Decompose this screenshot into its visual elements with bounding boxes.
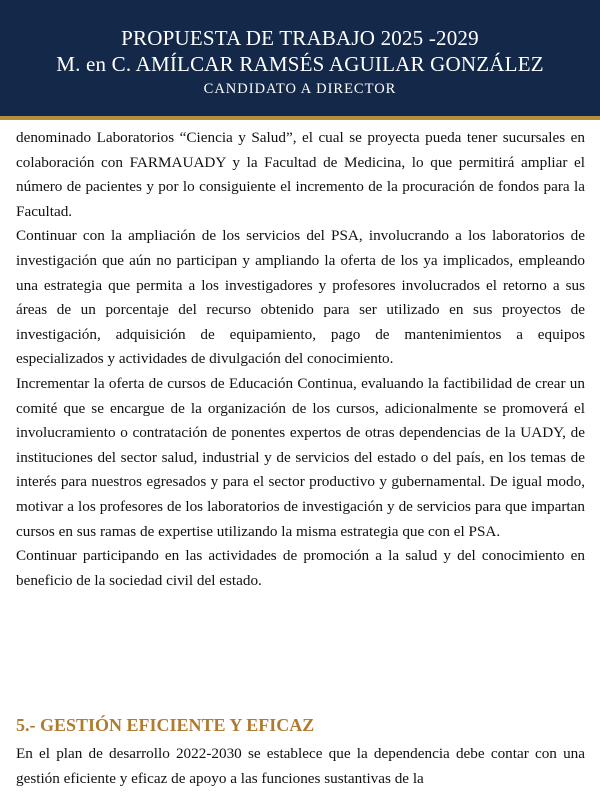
header-title: PROPUESTA DE TRABAJO 2025 -2029	[121, 26, 479, 50]
header-candidate-name: M. en C. AMÍLCAR RAMSÉS AGUILAR GONZÁLEZ	[56, 52, 544, 76]
paragraph-promocion-salud: Continuar participando en las actividades de promoción a la salud y del conocimiento en beneficio de la sociedad civil del estado.	[16, 547, 585, 589]
paragraph-psa: Continuar con la ampliación de los servicios del PSA, involucrando a los laboratorios de investigación que aún no participan y ampliando la oferta de los ya implicados, empleando una estrategia que permita a los investigadores y profesores involucrados el retorno a sus áreas de un porcentaje del recurso obtenido para ser utilizado en sus proyectos de investigación, adquisición de equipamiento, pago de mantenimientos a equipos especializados y actividades de divulgación del conocimiento.	[16, 227, 585, 368]
body-text	[16, 126, 585, 593]
section-body	[16, 742, 585, 791]
document-header	[0, 0, 600, 120]
header-role: CANDIDATO A DIRECTOR	[203, 81, 397, 97]
paragraph-laboratorios: denominado Laboratorios “Ciencia y Salud”, el cual se proyecta pueda tener sucursales en colaboración con FARMAUADY y la Facultad de Medicina, lo que permitirá ampliar el número de pacientes y por lo consiguiente el incremento de la procuración de fondos para la Facultad.	[16, 129, 585, 220]
section-heading: 5.- GESTIÓN EFICIENTE Y EFICAZ	[16, 715, 315, 735]
paragraph-plan-desarrollo: En el plan de desarrollo 2022-2030 se establece que la dependencia debe contar con una gestión eficiente y eficaz de apoyo a las funciones sustantivas de la	[16, 745, 585, 787]
paragraph-educacion-continua: Incrementar la oferta de cursos de Educación Continua, evaluando la factibilidad de crear un comité que se encargue de la organización de los cursos, adicionalmente se promoverá el involucramiento o contratación de ponentes expertos de otras dependencias de la UADY, de instituciones del sector salud, industrial y de servicios del estado o del país, en los temas de interés para nuestros egresados y para el sector productivo y gubernamental. De igual modo, motivar a los profesores de los laboratorios de investigación y de servicios para que impartan cursos en sus ramas de expertise utilizando la misma estrategia que con el PSA.	[16, 374, 585, 540]
